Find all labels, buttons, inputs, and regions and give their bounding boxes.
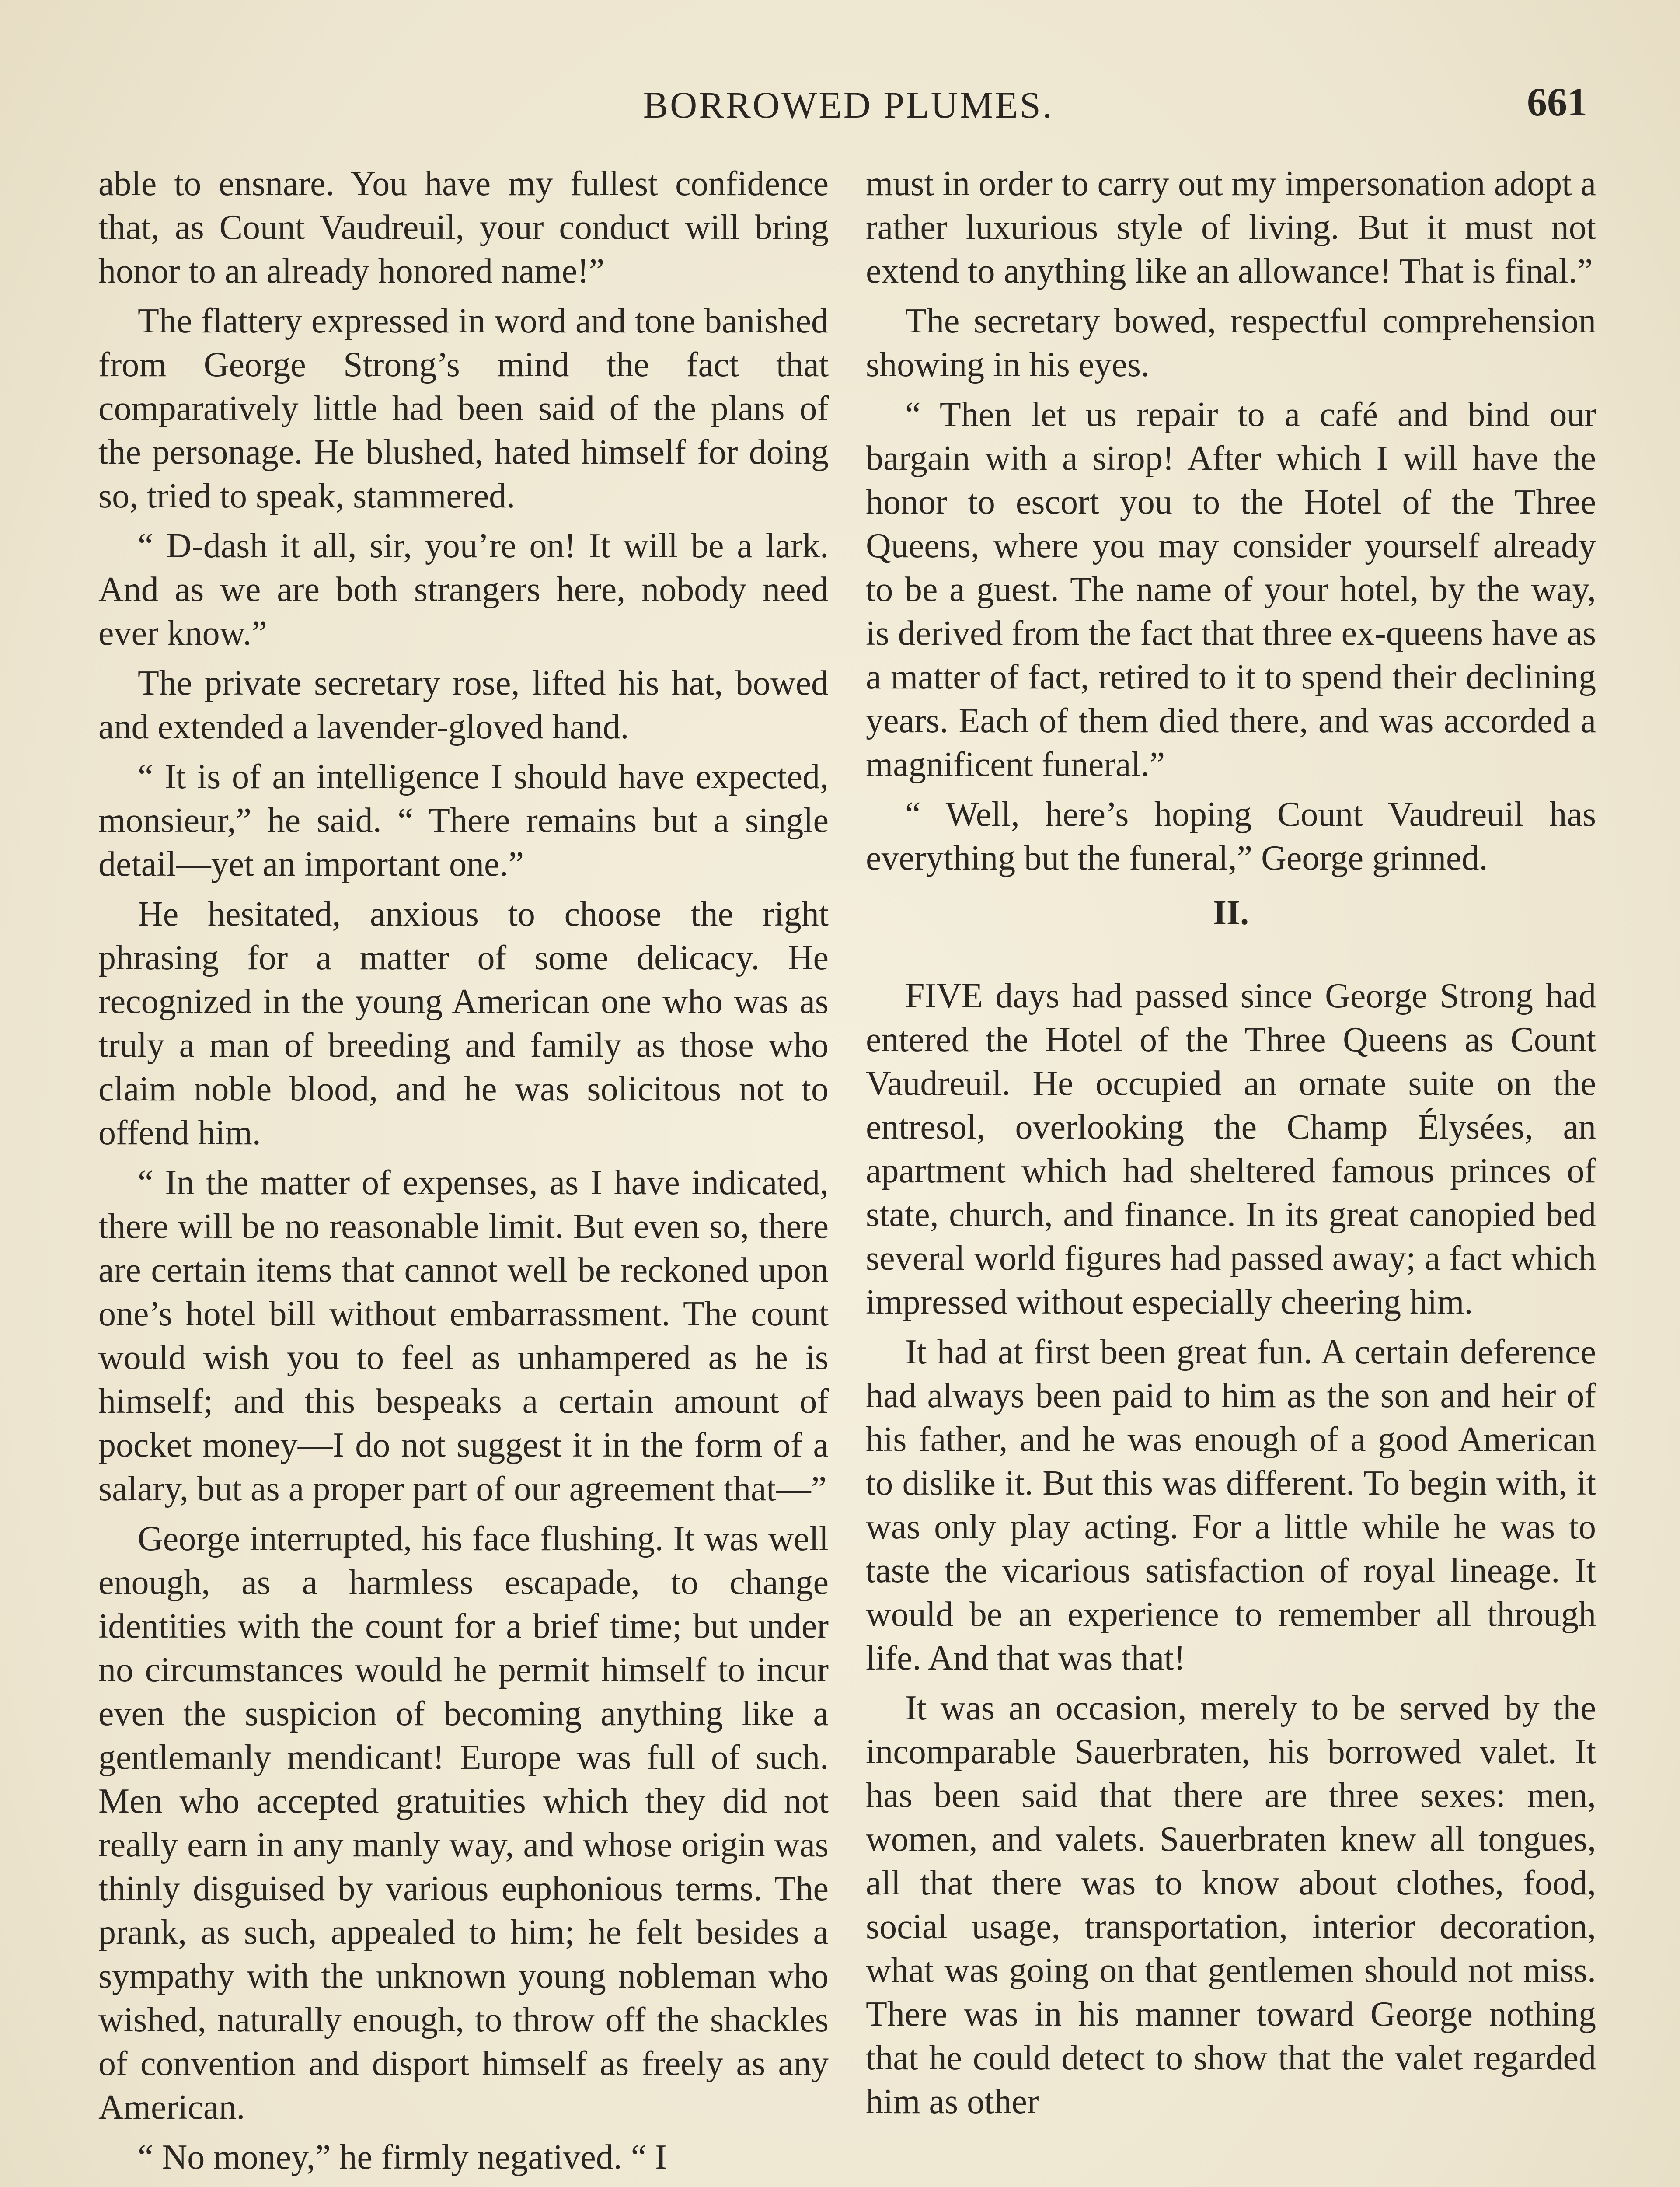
paragraph: “ It is of an intelligence I should have expected, monsieur,” he said. “ There remains but a single detail—yet an important one.”	[98, 758, 829, 884]
right-column-top	[866, 162, 1596, 880]
paragraph: George interrupted, his face flushing. It was well enough, as a harmless escapade, to change identities with the count for a brief time; but under no circumstances would he permit himself to incur even the suspicion of becoming anything like a gentlemanly mendicant! Europe was full of such. Men who accepted gratuities which they did not really earn in any manly way, and whose origin was thinly disguised by various euphonious terms. The prank, as such, appealed to him; he felt besides a sympathy with the unknown young nobleman who wished, naturally enough, to throw off the shackles of convention and disport himself as freely as any American.	[98, 1520, 829, 2127]
paragraph: The private secretary rose, lifted his hat, bowed and extended a lavender-gloved hand.	[98, 664, 829, 746]
page-header	[101, 66, 1596, 153]
paragraph: must in order to carry out my impersonation adopt a rather luxurious style of living. But it must not extend to anything like an allowance! That is final.”	[866, 164, 1596, 290]
paragraph: “ No money,” he firmly negatived. “ I	[138, 2138, 667, 2177]
running-head: BORROWED PLUMES.	[643, 84, 1054, 126]
paragraph: The secretary bowed, respectful comprehension showing in his eyes.	[866, 302, 1596, 384]
paragraph: able to ensnare. You have my fullest confidence that, as Count Vaudreuil, your conduct will bring honor to an already honored name!”	[98, 164, 829, 290]
page-number: 661	[1527, 80, 1587, 124]
paragraph: He hesitated, anxious to choose the right phrasing for a matter of some delicacy. He recognized in the young American one who was as truly a man of breeding and family as those who claim noble blood, and he was solicitous not to offend him.	[98, 895, 829, 1152]
paragraph: “ D-dash it all, sir, you’re on! It will be a lark. And as we are both strangers here, nobody need ever know.”	[98, 527, 829, 653]
right-column-bottom	[866, 974, 1596, 2124]
paragraph: It had at first been great fun. A certain deference had always been paid to him as the son and heir of his father, and he was enough of a good American to dislike it. But this was different. To begin with, it was only play acting. For a little while he was to taste the vicarious satisfaction of royal lineage. It would be an experience to remember all through life. And that was that!	[866, 1333, 1596, 1677]
paragraph: The flattery expressed in word and tone banished from George Strong’s mind the fact that comparatively little had been said of the plans of the personage. He blushed, hated himself for doing so, tried to speak, stammered.	[98, 302, 829, 515]
paragraph: “ Well, here’s hoping Count Vaudreuil has everything but the funeral,” George grinned.	[866, 795, 1596, 877]
paragraph: It was an occasion, merely to be served by the incomparable Sauerbraten, his borrowed valet. It has been said that there are three sexes: men, women, and valets. Sauerbraten knew all tongues, all that there was to know about clothes, food, social usage, transportation, interior decoration, what was going on that gentlemen should not miss. There was in his manner toward George nothing that he could detect to show that the valet regarded him as other	[866, 1689, 1596, 2121]
text-columns	[98, 162, 1596, 2187]
right-column	[866, 162, 1596, 2187]
left-column	[98, 162, 829, 2187]
section-heading: II.	[1213, 894, 1249, 932]
paragraph: FIVE days had passed since George Strong had entered the Hotel of the Three Queens as Count Vaudreuil. He occupied an ornate suite on the entresol, overlooking the Champ Élysées, an apartment which had sheltered famous princes of state, church, and finance. In its great canopied bed several world figures had passed away; a fact which impressed without especially cheering him.	[866, 977, 1596, 1321]
paragraph: “ Then let us repair to a café and bind our bargain with a sirop! After which I will have the honor to escort you to the Hotel of the Three Queens, where you may consider yourself already to be a guest. The name of your hotel, by the way, is derived from the fact that three ex-queens have as a matter of fact, retired to it to spend their declining years. Each of them died there, and was accorded a magnificent funeral.”	[866, 395, 1596, 784]
paragraph: “ In the matter of expenses, as I have indicated, there will be no reasonable limit. But even so, there are certain items that cannot well be reckoned upon one’s hotel bill without embarrassment. The count would wish you to feel as unhampered as he is himself; and this bespeaks a certain amount of pocket money—I do not suggest it in the form of a salary, but as a proper part of our agreement that—”	[98, 1163, 829, 1508]
